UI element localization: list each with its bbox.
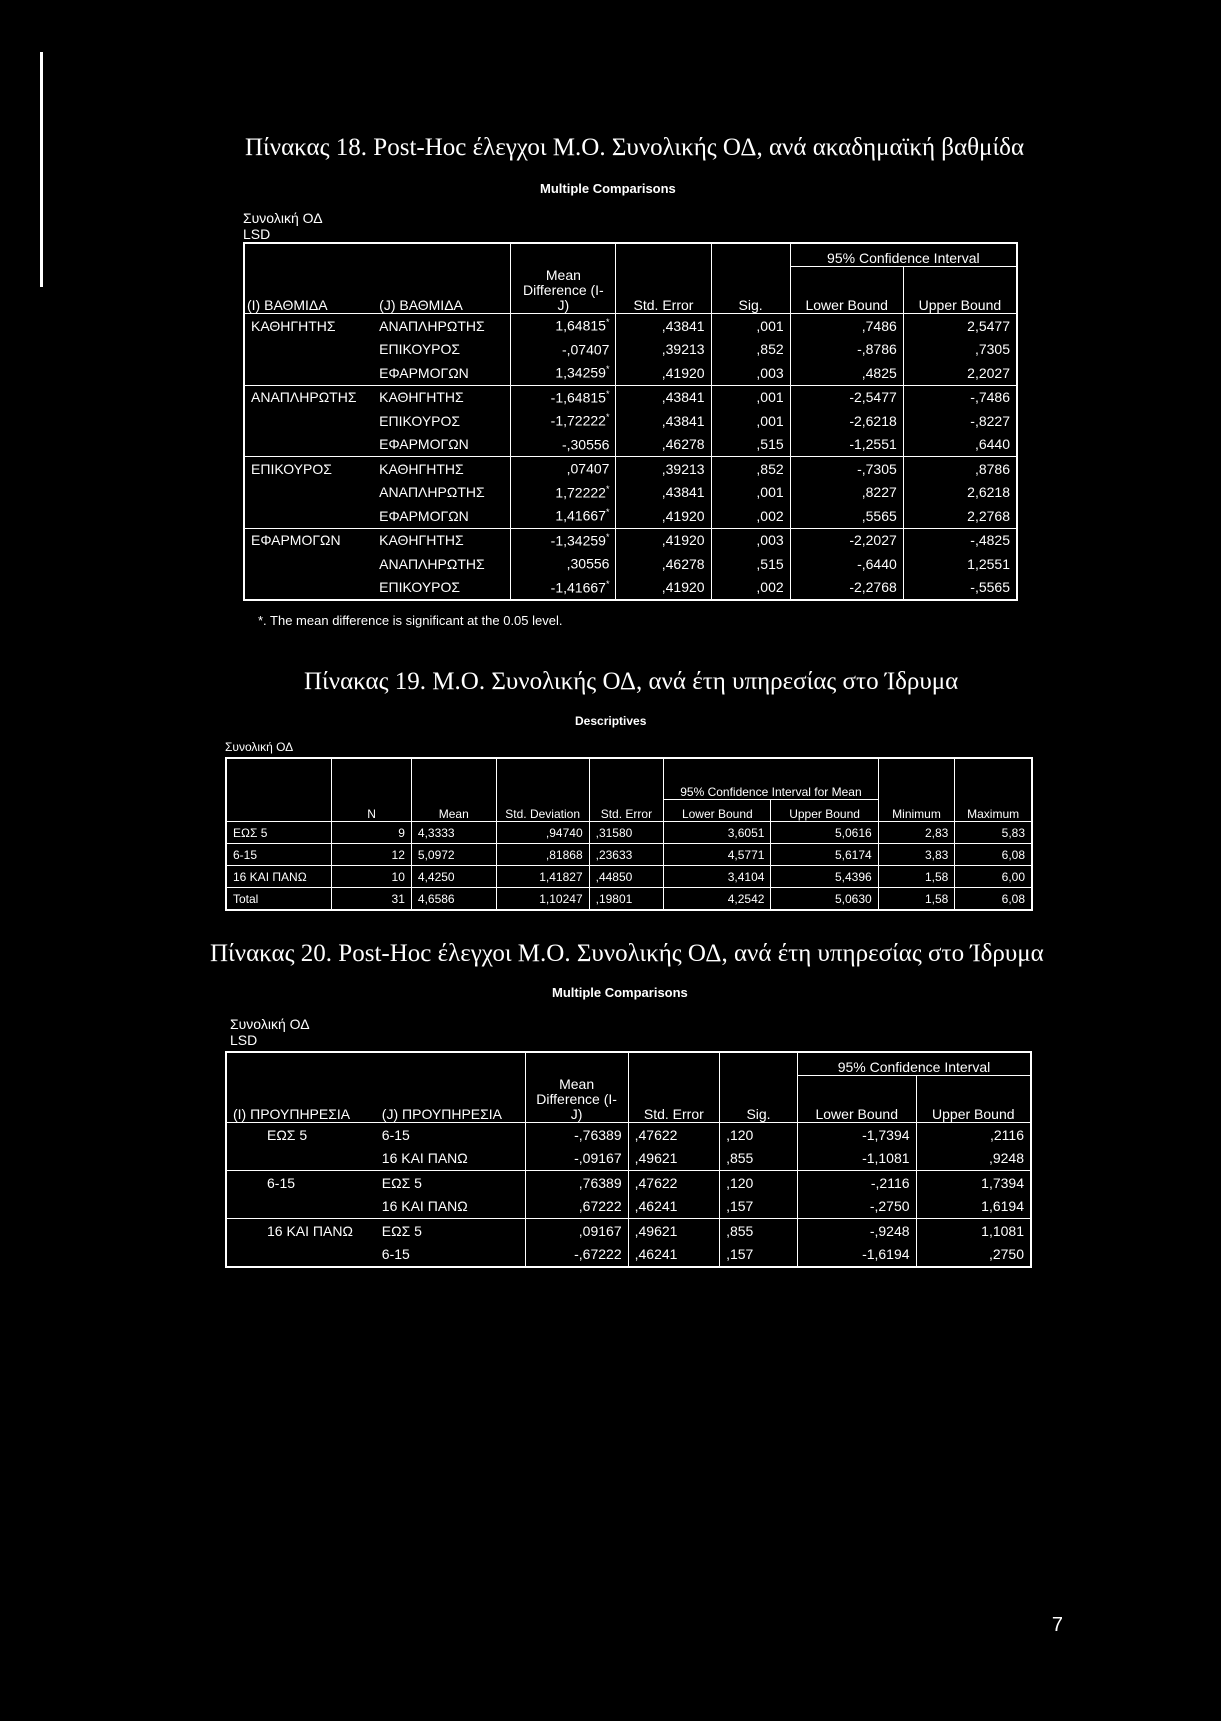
table19-subtitle: Descriptives — [575, 714, 647, 728]
table18-subtitle: Multiple Comparisons — [540, 181, 676, 196]
col-j: (J) ΒΑΘΜΙΔΑ — [379, 297, 463, 313]
table-row: ΕΠΙΚΟΥΡΟΣ -1,41667* ,41920 ,002 -2,2768 -,5565 — [244, 576, 1017, 601]
table-row: ΚΑΘΗΓΗΤΗΣ ΑΝΑΠΛΗΡΩΤΗΣ 1,64815* ,43841 ,001 ,7486 2,5477 — [244, 314, 1017, 338]
table-row: 6-15 -,67222 ,46241 ,157 -1,6194 ,2750 — [226, 1243, 1031, 1268]
col-std-error: Std. Error — [589, 758, 664, 822]
table-row: 16 ΚΑΙ ΠΑΝΩ ΕΩΣ 5 ,09167 ,49621 ,855 -,9248 1,1081 — [226, 1219, 1031, 1243]
left-margin-bar — [40, 52, 43, 287]
table18-multiple-comparisons — [243, 242, 1018, 601]
ci-header: 95% Confidence Interval — [790, 243, 1017, 267]
table20-heading: Πίνακας 20. Post-Hoc έλεγχοι Μ.Ο. Συνολικής ΟΔ, ανά έτη υπηρεσίας στο Ίδρυμα — [210, 940, 1044, 967]
table-row: ΕΦΑΡΜΟΓΩΝ 1,41667* ,41920 ,002 ,5565 2,2768 — [244, 504, 1017, 528]
col-n: N — [332, 758, 412, 822]
table19-heading: Πίνακας 19. Μ.Ο. Συνολικής ΟΔ, ανά έτη υπηρεσίας στο Ίδρυμα — [304, 668, 959, 695]
table-row: 16 ΚΑΙ ΠΑΝΩ ,67222 ,46241 ,157 -,2750 1,6194 — [226, 1195, 1031, 1219]
table-row: ΕΦΑΡΜΟΓΩΝ 1,34259* ,41920 ,003 ,4825 2,2027 — [244, 361, 1017, 385]
table19-descriptives — [225, 757, 1033, 911]
col-std-error: Std. Error — [628, 1052, 719, 1123]
col-std-deviation: Std. Deviation — [496, 758, 589, 822]
col-sig: Sig. — [711, 243, 790, 314]
col-std-error: Std. Error — [616, 243, 711, 314]
col-i: (I) ΒΑΘΜΙΔΑ — [247, 297, 328, 313]
col-upper-bound: Upper Bound — [771, 800, 878, 822]
table-row: 16 ΚΑΙ ΠΑΝΩ -,09167 ,49621 ,855 -1,1081 ,9248 — [226, 1147, 1031, 1171]
col-lower-bound: Lower Bound — [790, 267, 903, 314]
table-row: 6-15 ΕΩΣ 5 ,76389 ,47622 ,120 -,2116 1,7394 — [226, 1171, 1031, 1195]
col-mean: Mean — [411, 758, 496, 822]
table-row: ΑΝΑΠΛΗΡΩΤΗΣ 1,72222* ,43841 ,001 ,8227 2,6218 — [244, 481, 1017, 505]
table-row: ΕΩΣ 5 6-15 -,76389 ,47622 ,120 -1,7394 ,2116 — [226, 1123, 1031, 1147]
table20-method-label: LSD — [230, 1032, 258, 1048]
table-row: ΕΩΣ 5 9 4,3333 ,94740 ,31580 3,6051 5,0616 2,83 5,83 — [226, 822, 1032, 844]
table-row: ΑΝΑΠΛΗΡΩΤΗΣ ΚΑΘΗΓΗΤΗΣ -1,64815* ,43841 ,001 -2,5477 -,7486 — [244, 385, 1017, 409]
table19-dependent-label: Συνολική ΟΔ — [225, 740, 294, 754]
col-mean-diff: Mean Difference (I-J) — [525, 1052, 628, 1123]
table-row: 6-15 12 5,0972 ,81868 ,23633 4,5771 5,6174 3,83 6,08 — [226, 844, 1032, 866]
col-sig: Sig. — [720, 1052, 798, 1123]
table18-method-label: LSD — [243, 226, 271, 242]
page-number: 7 — [1051, 1614, 1063, 1636]
col-group — [226, 758, 332, 822]
ci-header: 95% Confidence Interval for Mean — [664, 758, 879, 800]
table18-heading: Πίνακας 18. Post-Hoc έλεγχοι Μ.Ο. Συνολικής ΟΔ, ανά ακαδημαϊκή βαθμίδα — [245, 134, 1025, 161]
table-row: ΕΦΑΡΜΟΓΩΝ ΚΑΘΗΓΗΤΗΣ -1,34259* ,41920 ,003 -2,2027 -,4825 — [244, 528, 1017, 552]
col-lower-bound: Lower Bound — [664, 800, 771, 822]
table-row: Total 31 4,6586 1,10247 ,19801 4,2542 5,0630 1,58 6,08 — [226, 888, 1032, 911]
col-maximum: Maximum — [955, 758, 1032, 822]
table20-subtitle: Multiple Comparisons — [552, 985, 688, 1000]
ci-header: 95% Confidence Interval — [797, 1052, 1031, 1076]
table18-footnote: *. The mean difference is significant at the 0.05 level. — [258, 613, 563, 628]
table-row: ΕΠΙΚΟΥΡΟΣ ΚΑΘΗΓΗΤΗΣ ,07407 ,39213 ,852 -,7305 ,8786 — [244, 457, 1017, 481]
col-lower-bound: Lower Bound — [797, 1076, 916, 1123]
table-row: ΕΠΙΚΟΥΡΟΣ -1,72222* ,43841 ,001 -2,6218 -,8227 — [244, 409, 1017, 433]
table-row: ΑΝΑΠΛΗΡΩΤΗΣ ,30556 ,46278 ,515 -,6440 1,2551 — [244, 552, 1017, 576]
col-upper-bound: Upper Bound — [903, 267, 1017, 314]
table18-dependent-label: Συνολική ΟΔ — [243, 210, 323, 226]
table-row: ΕΦΑΡΜΟΓΩΝ -,30556 ,46278 ,515 -1,2551 ,6440 — [244, 433, 1017, 457]
col-mean-diff: Mean Difference (I-J) — [511, 243, 616, 314]
col-j: (J) ΠΡΟΥΠΗΡΕΣΙΑ — [381, 1106, 503, 1122]
table-row: ΕΠΙΚΟΥΡΟΣ -,07407 ,39213 ,852 -,8786 ,7305 — [244, 338, 1017, 362]
table20-multiple-comparisons — [225, 1051, 1032, 1268]
col-minimum: Minimum — [878, 758, 955, 822]
table-row: 16 ΚΑΙ ΠΑΝΩ 10 4,4250 1,41827 ,44850 3,4104 5,4396 1,58 6,00 — [226, 866, 1032, 888]
col-upper-bound: Upper Bound — [916, 1076, 1031, 1123]
col-i: (I) ΠΡΟΥΠΗΡΕΣΙΑ — [233, 1106, 351, 1122]
table20-dependent-label: Συνολική ΟΔ — [230, 1016, 310, 1032]
